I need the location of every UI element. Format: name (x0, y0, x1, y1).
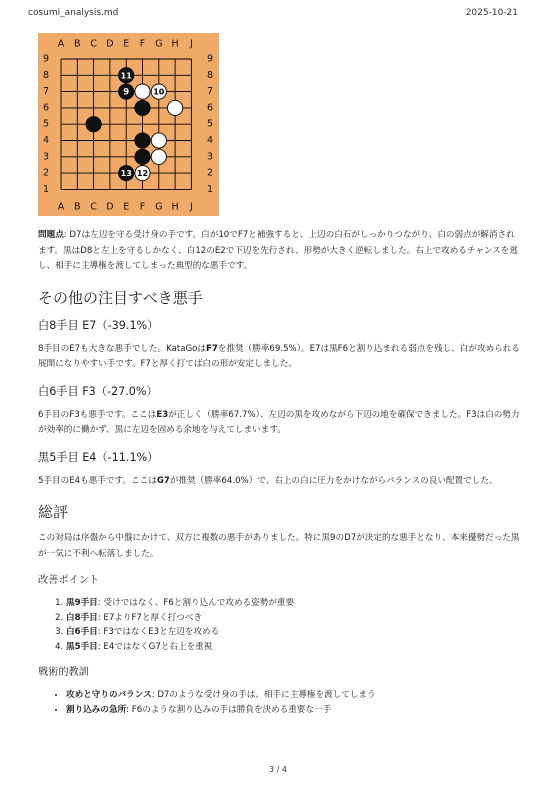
move-paragraph (38, 408, 523, 439)
row-label: 3 (206, 151, 214, 163)
improvements-list (38, 596, 523, 654)
document-body (38, 228, 523, 717)
list-item (66, 611, 523, 626)
column-label: E (123, 38, 130, 50)
white-stone (135, 84, 150, 99)
row-label: 7 (206, 86, 214, 98)
black-stone (135, 133, 150, 148)
move-number-label: 13 (120, 169, 132, 179)
row-label: 1 (206, 183, 214, 195)
lessons-list (38, 688, 523, 717)
white-stone (168, 100, 183, 115)
column-label: C (90, 38, 97, 50)
move-text-before: 6手目のF3も悪手です。ここは (38, 409, 157, 420)
column-label: C (90, 201, 97, 213)
row-label: 9 (42, 53, 50, 65)
column-label: B (74, 201, 81, 213)
move-text-before: 5手目のE4も悪手です。ここは (38, 475, 157, 486)
lessons-title: 戦術的教訓 (38, 667, 89, 678)
list-item-bold: 黒9手目 (66, 598, 98, 608)
move-text-before: 8手目のE7も大きな悪手でした。KataGoは (38, 343, 206, 354)
row-label: 7 (42, 86, 50, 98)
list-item-text: : F6のような割り込みの手は勝負を決める重要な一手 (126, 704, 332, 715)
header-date: 2025-10-21 (465, 8, 518, 18)
move-number-label: 11 (120, 71, 132, 81)
row-label: 1 (42, 183, 50, 195)
column-label: F (139, 38, 146, 50)
row-label: 8 (206, 69, 214, 81)
move-number-label: 12 (136, 169, 149, 179)
black-stone (135, 100, 150, 115)
problem-text: : D7は左辺を守る受け身の手です。白が10でF7と補強すると、上辺の白石がしっかりつながり、白の弱点が解消されます。黒はD8と左上を守るしかなく、白12のE2で下辺を先行され、形勢が大きく逆転しました。右上で攻めるチャンスを逃し、相手に主導権を渡してしまった典型的な悪手です。 (38, 230, 518, 271)
column-label: A (57, 38, 65, 50)
row-label: 5 (206, 118, 214, 130)
column-label: F (139, 201, 146, 213)
column-label: G (155, 38, 163, 50)
white-stone (151, 149, 166, 164)
list-item-bold: 攻めと守りのバランス (66, 690, 152, 700)
column-label: D (106, 201, 114, 213)
move-recommended: E3 (156, 409, 169, 420)
move-recommended: F7 (205, 343, 218, 354)
move-text-after: を推奨（勝率69.5%）。E7は黒F6と割り込まれる弱点を残し、白が攻められる展開になりやすい手です。F7と厚く打てば白の形が安定しました。 (38, 343, 520, 369)
column-label: J (189, 38, 193, 50)
summary-text: この対局は序盤から中盤にかけて、双方に複数の悪手がありました。特に黒9のD7が決定的な悪手となり、本来優勢だった黒が一気に不利へ転落しました。 (38, 533, 520, 559)
white-stone (151, 133, 166, 148)
column-label: G (155, 201, 163, 213)
column-label: E (123, 201, 130, 213)
move-text-after: が正しく（勝率67.7%）、左辺の黒を攻めながら下辺の地を確保できました。F3は白の勢力が効率的に働かず、黒に左辺を固める余地を与えてしまいます。 (38, 409, 520, 435)
move-paragraph (38, 342, 523, 373)
move-number-label: 9 (123, 87, 130, 98)
list-item-bold: 白6手目 (66, 627, 98, 637)
row-label: 6 (206, 102, 214, 114)
list-item (66, 640, 523, 655)
move-text-after: が推奨（勝率64.0%）で、右上の白に圧力をかけながらバランスの良い配置でした。 (169, 475, 498, 486)
list-item-text: : E7よりF7と厚く打つべき (97, 612, 203, 623)
move-recommended: G7 (156, 475, 170, 486)
list-item (66, 703, 523, 718)
column-label: H (171, 38, 179, 50)
column-label: B (74, 38, 81, 50)
black-stone (86, 117, 101, 132)
problem-paragraph (38, 228, 523, 275)
row-label: 3 (42, 151, 50, 163)
black-stone (135, 149, 150, 164)
column-label: D (106, 38, 114, 50)
column-label: J (189, 201, 193, 213)
row-label: 6 (42, 102, 50, 114)
problem-label: 問題点 (38, 230, 64, 240)
move-heading: 白8手目 E7（-39.1%） (38, 318, 159, 332)
move-number-label: 10 (153, 87, 165, 97)
go-board-svg (38, 33, 219, 216)
list-item (66, 596, 523, 611)
row-label: 9 (206, 53, 214, 65)
list-item-text: : 受けではなく、F6と割り込んで攻める姿勢が重要 (97, 598, 295, 608)
list-item-bold: 黒5手目 (66, 641, 98, 652)
move-heading: 黒5手目 E4（-11.1%） (38, 450, 159, 464)
list-item-bold: 白8手目 (66, 612, 98, 623)
header-filename: cosumi_analysis.md (28, 8, 119, 18)
summary-title: 総評 (38, 503, 69, 521)
row-label: 8 (42, 69, 50, 81)
row-label: 2 (42, 167, 50, 179)
move-heading: 白6手目 F3（-27.0%） (38, 384, 158, 398)
column-label: H (171, 201, 179, 213)
list-item (66, 625, 523, 640)
row-label: 2 (206, 167, 214, 179)
move-paragraph (38, 474, 523, 490)
list-item-text: : E4ではなくG7と右上を重視 (97, 641, 213, 652)
section-other-title: その他の注目すべき悪手 (38, 288, 203, 307)
row-label: 4 (206, 135, 214, 146)
list-item-bold: 割り込みの急所 (66, 704, 127, 715)
row-label: 5 (42, 118, 50, 130)
list-item-text: : D7のような受け身の手は、相手に主導権を渡してしまう (151, 690, 376, 700)
list-item (66, 688, 523, 703)
go-board-diagram (38, 33, 219, 216)
list-item-text: : F3ではなくE3と左辺を攻める (97, 627, 220, 637)
improvements-title: 改善ポイント (38, 575, 100, 586)
column-label: A (57, 201, 65, 213)
page-number: 3 / 4 (269, 765, 287, 774)
row-label: 4 (42, 135, 50, 146)
